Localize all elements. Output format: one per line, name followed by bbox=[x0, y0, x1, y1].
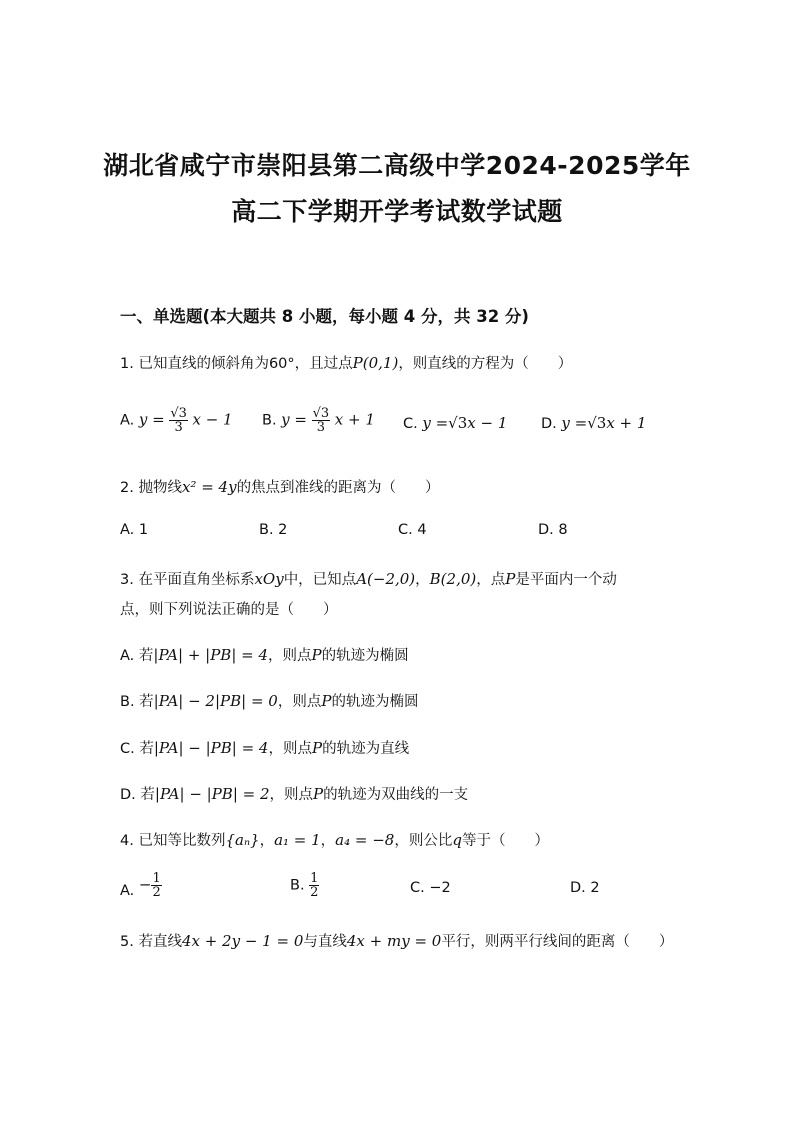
question-number: 5. bbox=[120, 934, 134, 950]
math-point: P(0,1) bbox=[352, 354, 399, 372]
question-3-option-b[interactable]: B. 若|PA| − 2|PB| = 0，则点P的轨迹为椭圆 bbox=[120, 692, 419, 710]
question-number: 4. bbox=[120, 833, 134, 849]
sqrt: √3 bbox=[448, 414, 468, 432]
fraction: $\frac{√3}{3}$ bbox=[170, 406, 187, 435]
question-4-option-c[interactable]: C. −2 bbox=[410, 880, 451, 896]
math-expression: x² = 4y bbox=[181, 478, 237, 496]
fraction: $\frac{1}{2}$ bbox=[152, 871, 161, 900]
question-4-option-b[interactable]: B. $\frac{1}{2}$ bbox=[290, 871, 319, 900]
fraction: $\frac{1}{2}$ bbox=[310, 871, 319, 900]
question-3-option-c[interactable]: C. 若|PA| − |PB| = 4，则点P的轨迹为直线 bbox=[120, 739, 410, 757]
question-4-option-a[interactable]: A. − $\frac{1}{2}$ bbox=[120, 871, 161, 900]
question-1-option-b[interactable]: B. y = $\frac{√3}{3}$ x + 1 bbox=[262, 406, 375, 435]
question-3-option-a[interactable]: A. 若|PA| + |PB| = 4，则点P的轨迹为椭圆 bbox=[120, 646, 409, 664]
question-number: 1. bbox=[120, 356, 134, 372]
question-2-option-d[interactable]: D. 8 bbox=[538, 522, 568, 538]
question-2-option-b[interactable]: B. 2 bbox=[259, 522, 288, 538]
question-number: 2. bbox=[120, 480, 134, 496]
section-heading: 一、单选题(本大题共 8 小题，每小题 4 分，共 32 分) bbox=[120, 307, 529, 326]
question-4-stem: 4. 已知等比数列{aₙ}，a₁ = 1，a₄ = −8，则公比q等于（ ） bbox=[120, 831, 549, 849]
question-2-option-a[interactable]: A. 1 bbox=[120, 522, 149, 538]
question-5-stem: 5. 若直线4x + 2y − 1 = 0与直线4x + my = 0平行，则两平行线间的距离（ ） bbox=[120, 932, 674, 950]
question-1-option-a[interactable]: A. y = $\frac{√3}{3}$ x − 1 bbox=[120, 406, 233, 435]
question-3-stem: 3. 在平面直角坐标系xOy中，已知点A(−2,0)，B(2,0)，点P是平面内一个动 bbox=[120, 570, 617, 588]
question-3-option-d[interactable]: D. 若|PA| − |PB| = 2，则点P的轨迹为双曲线的一支 bbox=[120, 785, 469, 803]
question-2-stem: 2. 抛物线x² = 4y的焦点到准线的距离为（ ） bbox=[120, 478, 440, 496]
question-1-option-d[interactable]: D. y =√3x + 1 bbox=[541, 414, 647, 432]
fraction: $\frac{√3}{3}$ bbox=[312, 406, 330, 435]
sqrt: √3 bbox=[587, 414, 607, 432]
question-1-stem: 1. 已知直线的倾斜角为60°，且过点P(0,1)，则直线的方程为（ ） bbox=[120, 354, 573, 372]
paper-title-line2: 高二下学期开学考试数学试题 bbox=[231, 197, 563, 226]
question-4-option-d[interactable]: D. 2 bbox=[570, 880, 600, 896]
question-number: 3. bbox=[120, 572, 134, 588]
paper-title-line1: 湖北省咸宁市崇阳县第二高级中学2024-2025学年 bbox=[103, 151, 691, 180]
question-1-option-c[interactable]: C. y =√3x − 1 bbox=[403, 414, 508, 432]
question-2-option-c[interactable]: C. 4 bbox=[398, 522, 427, 538]
question-3-stem-line2: 点，则下列说法正确的是（ ） bbox=[120, 602, 338, 618]
